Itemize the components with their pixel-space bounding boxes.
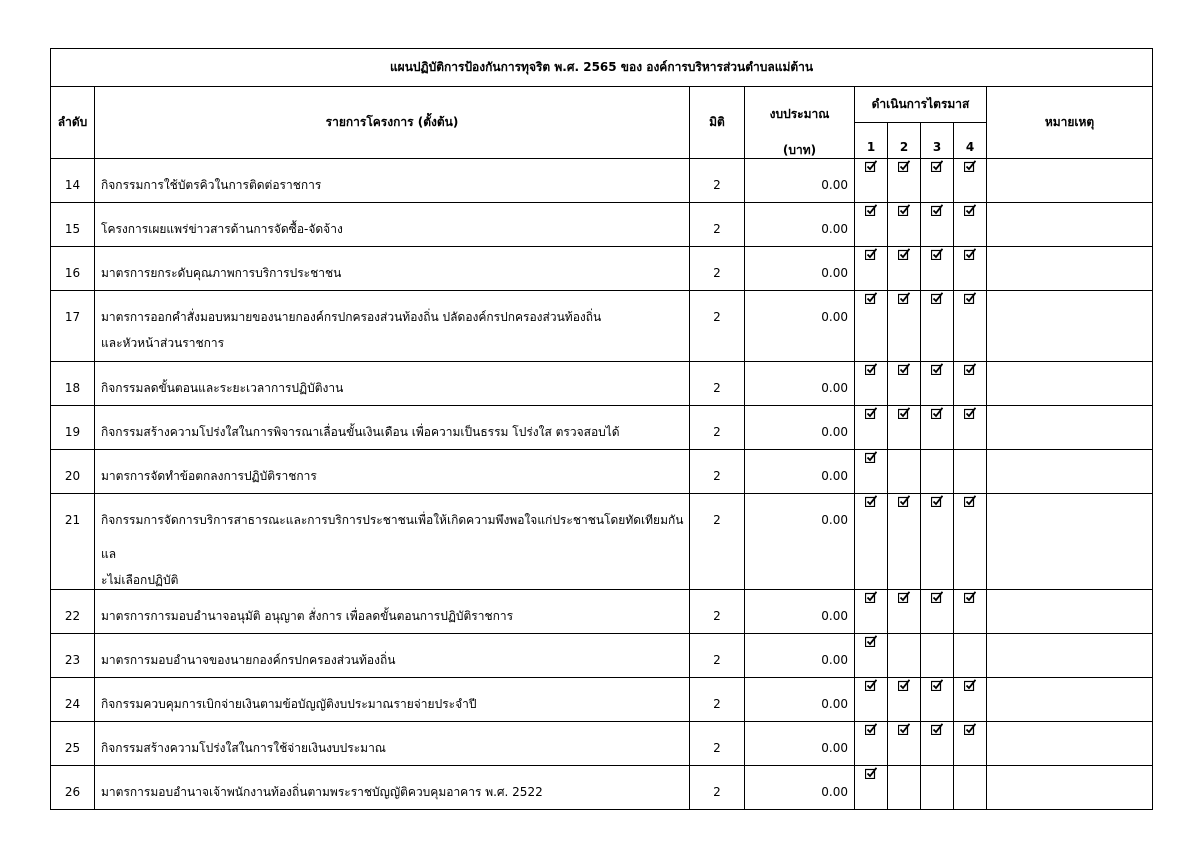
project-name: กิจกรรมควบคุมการเบิกจ่ายเงินตามข้อบัญญัติงบประมาณรายจ่ายประจำปี: [95, 678, 690, 722]
remark-cell: [987, 406, 1153, 450]
quarter-2-cell: [888, 494, 921, 590]
dimension-value: 2: [690, 291, 745, 362]
remark-cell: [987, 450, 1153, 494]
row-number: 22: [51, 590, 95, 634]
quarter-4-cell: [954, 590, 987, 634]
checkbox-checked-icon: [931, 591, 943, 603]
quarter-2-cell: [888, 634, 921, 678]
checkbox-checked-icon: [964, 204, 976, 216]
quarter-1-cell: [855, 634, 888, 678]
quarter-2-cell: [888, 362, 921, 406]
checkbox-checked-icon: [865, 635, 877, 647]
dimension-value: 2: [690, 678, 745, 722]
budget-value: 0.00: [745, 406, 855, 450]
checkbox-checked-icon: [964, 292, 976, 304]
project-name: มาตรการจัดทำข้อตกลงการปฏิบัติราชการ: [95, 450, 690, 494]
budget-value: 0.00: [745, 634, 855, 678]
row-number: 25: [51, 722, 95, 766]
quarter-2-cell: [888, 406, 921, 450]
checkbox-checked-icon: [931, 723, 943, 735]
quarter-4-cell: [954, 247, 987, 291]
checkbox-checked-icon: [964, 679, 976, 691]
budget-value: 0.00: [745, 722, 855, 766]
quarter-1-cell: [855, 159, 888, 203]
checkbox-checked-icon: [931, 248, 943, 260]
dimension-value: 2: [690, 406, 745, 450]
budget-value: 0.00: [745, 590, 855, 634]
remark-cell: [987, 247, 1153, 291]
checkbox-checked-icon: [931, 204, 943, 216]
quarter-2-cell: [888, 291, 921, 362]
budget-value: 0.00: [745, 291, 855, 362]
quarter-2-cell: [888, 590, 921, 634]
project-name: กิจกรรมลดขั้นตอนและระยะเวลาการปฏิบัติงาน: [95, 362, 690, 406]
dimension-value: 2: [690, 766, 745, 810]
checkbox-checked-icon: [898, 292, 910, 304]
dimension-value: 2: [690, 590, 745, 634]
remark-cell: [987, 203, 1153, 247]
checkbox-checked-icon: [898, 495, 910, 507]
remark-cell: [987, 678, 1153, 722]
quarter-4-cell: [954, 450, 987, 494]
dimension-value: 2: [690, 494, 745, 590]
project-name: โครงการเผยแพร่ข่าวสารด้านการจัดซื้อ-จัดจ้าง: [95, 203, 690, 247]
remark-cell: [987, 494, 1153, 590]
project-name: มาตรการยกระดับคุณภาพการบริการประชาชน: [95, 247, 690, 291]
checkbox-checked-icon: [898, 407, 910, 419]
quarter-1-cell: [855, 291, 888, 362]
quarter-4-cell: [954, 159, 987, 203]
quarter-3-cell: [921, 406, 954, 450]
checkbox-checked-icon: [964, 363, 976, 375]
budget-value: 0.00: [745, 247, 855, 291]
quarter-1-cell: [855, 678, 888, 722]
quarter-4-cell: [954, 678, 987, 722]
header-no: ลำดับ: [51, 87, 95, 159]
checkbox-checked-icon: [865, 495, 877, 507]
remark-cell: [987, 722, 1153, 766]
checkbox-checked-icon: [865, 407, 877, 419]
header-q4: 4: [954, 123, 987, 159]
row-number: 14: [51, 159, 95, 203]
header-remark: หมายเหตุ: [987, 87, 1153, 159]
dimension-value: 2: [690, 722, 745, 766]
checkbox-checked-icon: [898, 363, 910, 375]
checkbox-checked-icon: [898, 679, 910, 691]
quarter-3-cell: [921, 203, 954, 247]
checkbox-checked-icon: [964, 591, 976, 603]
checkbox-checked-icon: [931, 407, 943, 419]
table-row: [51, 494, 1153, 590]
project-name: มาตรการมอบอำนาจเจ้าพนักงานท้องถิ่นตามพระราชบัญญัติควบคุมอาคาร พ.ศ. 2522: [95, 766, 690, 810]
checkbox-checked-icon: [865, 767, 877, 779]
row-number: 21: [51, 494, 95, 590]
budget-value: 0.00: [745, 766, 855, 810]
quarter-4-cell: [954, 291, 987, 362]
checkbox-checked-icon: [865, 292, 877, 304]
quarter-3-cell: [921, 766, 954, 810]
quarter-3-cell: [921, 291, 954, 362]
row-number: 17: [51, 291, 95, 362]
quarter-3-cell: [921, 678, 954, 722]
checkbox-checked-icon: [964, 407, 976, 419]
quarter-3-cell: [921, 722, 954, 766]
table-body: [51, 159, 1153, 810]
quarter-2-cell: [888, 450, 921, 494]
checkbox-checked-icon: [898, 723, 910, 735]
quarter-1-cell: [855, 494, 888, 590]
checkbox-checked-icon: [865, 160, 877, 172]
project-name: มาตรการออกคำสั่งมอบหมายของนายกองค์กรปกครองส่วนท้องถิ่น ปลัดองค์กรปกครองส่วนท้องถิ่น และหัวหน้าส่วนราชการ: [95, 291, 690, 362]
remark-cell: [987, 159, 1153, 203]
budget-value: 0.00: [745, 678, 855, 722]
quarter-1-cell: [855, 450, 888, 494]
dimension-value: 2: [690, 159, 745, 203]
remark-cell: [987, 766, 1153, 810]
checkbox-checked-icon: [931, 363, 943, 375]
anti-corruption-plan-table: [50, 48, 1153, 810]
checkbox-checked-icon: [865, 204, 877, 216]
row-number: 26: [51, 766, 95, 810]
checkbox-checked-icon: [898, 248, 910, 260]
budget-value: 0.00: [745, 159, 855, 203]
checkbox-checked-icon: [865, 591, 877, 603]
quarter-4-cell: [954, 362, 987, 406]
quarter-4-cell: [954, 766, 987, 810]
row-number: 19: [51, 406, 95, 450]
header-q3: 3: [921, 123, 954, 159]
project-name: กิจกรรมสร้างความโปร่งใสในการใช้จ่ายเงินงบประมาณ: [95, 722, 690, 766]
checkbox-checked-icon: [898, 204, 910, 216]
dimension-value: 2: [690, 362, 745, 406]
header-quarter: ดำเนินการไตรมาส: [855, 87, 987, 123]
quarter-2-cell: [888, 203, 921, 247]
quarter-4-cell: [954, 634, 987, 678]
checkbox-checked-icon: [898, 160, 910, 172]
quarter-3-cell: [921, 634, 954, 678]
header-budget: [745, 87, 855, 159]
quarter-4-cell: [954, 722, 987, 766]
quarter-3-cell: [921, 494, 954, 590]
checkbox-checked-icon: [964, 723, 976, 735]
dimension-value: 2: [690, 247, 745, 291]
dimension-value: 2: [690, 634, 745, 678]
checkbox-checked-icon: [964, 495, 976, 507]
quarter-1-cell: [855, 766, 888, 810]
project-name: มาตรการมอบอำนาจของนายกองค์กรปกครองส่วนท้องถิ่น: [95, 634, 690, 678]
row-number: 20: [51, 450, 95, 494]
budget-value: 0.00: [745, 494, 855, 590]
quarter-2-cell: [888, 766, 921, 810]
remark-cell: [987, 291, 1153, 362]
table-row: [51, 406, 1153, 450]
dimension-value: 2: [690, 450, 745, 494]
quarter-1-cell: [855, 203, 888, 247]
quarter-2-cell: [888, 722, 921, 766]
quarter-3-cell: [921, 590, 954, 634]
quarter-1-cell: [855, 590, 888, 634]
quarter-2-cell: [888, 159, 921, 203]
remark-cell: [987, 634, 1153, 678]
quarter-3-cell: [921, 247, 954, 291]
quarter-1-cell: [855, 722, 888, 766]
row-number: 18: [51, 362, 95, 406]
quarter-1-cell: [855, 247, 888, 291]
header-budget-line2: (บาท): [782, 143, 817, 157]
remark-cell: [987, 590, 1153, 634]
quarter-3-cell: [921, 362, 954, 406]
checkbox-checked-icon: [931, 292, 943, 304]
project-name-line2: ะไม่เลือกปฏิบัติ: [101, 573, 179, 587]
table-title: แผนปฏิบัติการป้องกันการทุจริต พ.ศ. 2565 ของ องค์การบริหารส่วนตำบลแม่ต้าน: [51, 49, 1153, 87]
header-budget-line1: งบประมาณ: [769, 107, 830, 121]
row-number: 23: [51, 634, 95, 678]
header-q2: 2: [888, 123, 921, 159]
row-number: 16: [51, 247, 95, 291]
checkbox-checked-icon: [931, 160, 943, 172]
project-name: กิจกรรมสร้างความโปร่งใสในการพิจารณาเลื่อนขั้นเงินเดือน เพื่อความเป็นธรรม โปร่งใส ตรวจสอบได้: [95, 406, 690, 450]
project-name: มาตรการการมอบอำนาจอนุมัติ อนุญาต สั่งการ เพื่อลดขั้นตอนการปฏิบัติราชการ: [95, 590, 690, 634]
project-name: กิจกรรมการใช้บัตรคิวในการติดต่อราชการ: [95, 159, 690, 203]
checkbox-checked-icon: [865, 679, 877, 691]
header-q1: 1: [855, 123, 888, 159]
header-project: รายการโครงการ (ตั้งต้น): [95, 87, 690, 159]
checkbox-checked-icon: [964, 160, 976, 172]
checkbox-checked-icon: [865, 723, 877, 735]
quarter-2-cell: [888, 247, 921, 291]
checkbox-checked-icon: [964, 248, 976, 260]
checkbox-checked-icon: [865, 451, 877, 463]
quarter-4-cell: [954, 406, 987, 450]
quarter-4-cell: [954, 494, 987, 590]
checkbox-checked-icon: [898, 591, 910, 603]
table-row: [51, 291, 1153, 362]
table-row: [51, 766, 1153, 810]
budget-value: 0.00: [745, 203, 855, 247]
budget-value: 0.00: [745, 362, 855, 406]
checkbox-checked-icon: [865, 248, 877, 260]
quarter-3-cell: [921, 450, 954, 494]
quarter-2-cell: [888, 678, 921, 722]
checkbox-checked-icon: [931, 679, 943, 691]
project-name-line2: และหัวหน้าส่วนราชการ: [101, 336, 225, 350]
dimension-value: 2: [690, 203, 745, 247]
quarter-1-cell: [855, 406, 888, 450]
project-name: กิจกรรมการจัดการบริการสาธารณะและการบริการประชาชนเพื่อให้เกิดความพึงพอใจแก่ประชาชนโดยทัดเทียมกันแล ะไม่เลือกปฏิบัติ: [95, 494, 690, 590]
row-number: 24: [51, 678, 95, 722]
checkbox-checked-icon: [931, 495, 943, 507]
quarter-1-cell: [855, 362, 888, 406]
quarter-3-cell: [921, 159, 954, 203]
row-number: 15: [51, 203, 95, 247]
header-dimension: มิติ: [690, 87, 745, 159]
quarter-4-cell: [954, 203, 987, 247]
remark-cell: [987, 362, 1153, 406]
budget-value: 0.00: [745, 450, 855, 494]
checkbox-checked-icon: [865, 363, 877, 375]
